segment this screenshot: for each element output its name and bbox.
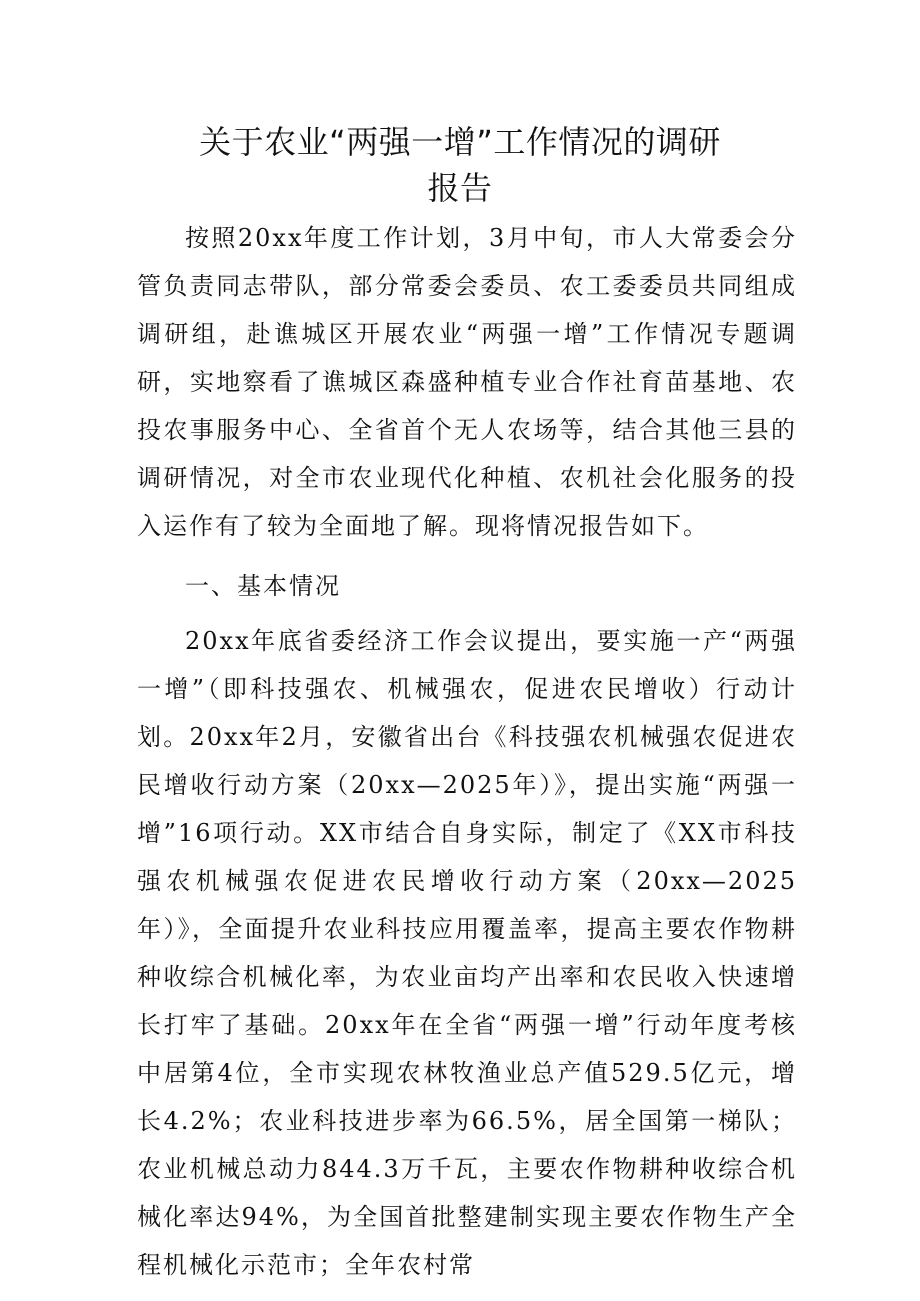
intro-paragraph: 按照20xx年度工作计划，3月中旬，市人大常委会分管负责同志带队，部分常委会委员、农工委委员共同组成调研组，赴谯城区开展农业“两强一增”工作情况专题调研，实地察看了谯城区森盛种植专业合作社育苗基地、农投农事服务中心、全省首个无人农场等，结合其他三县的调研情况，对全市农业现代化种植、农机社会化服务的投入运作有了较为全面地了解。现将情况报告如下。 — [137, 224, 797, 540]
section-heading-basic-situation: 一、基本情况 — [185, 572, 341, 600]
document-title-line-2: 报告 — [427, 169, 493, 207]
basic-situation-paragraph: 20xx年底省委经济工作会议提出，要实施一产“两强一增”（即科技强农、机械强农，促进农民增收）行动计划。20xx年2月，安徽省出台《科技强农机械强农促进农民增收行动方案（20xx—2025年）》，提出实施“两强一增”16项行动。XX市结合自身实际，制定了《XX市科技强农机械强农促进农民增收行动方案（20xx—2025年）》，全面提升农业科技应用覆盖率，提高主要农作物耕种收综合机械化率，为农业亩均产出率和农民收入快速增长打牢了基础。20xx年在全省“两强一增”行动年度考核中居第4位，全市实现农林牧渔业总产值529.5亿元，增长4.2%；农业科技进步率为66.5%，居全国第一梯队；农业机械总动力844.3万千瓦，主要农作物耕种收综合机械化率达94%，为全国首批整建制实现主要农作物生产全程机械化示范市；全年农村常 — [137, 627, 797, 1279]
document-title-line-1: 关于农业“两强一增”工作情况的调研 — [199, 123, 721, 161]
